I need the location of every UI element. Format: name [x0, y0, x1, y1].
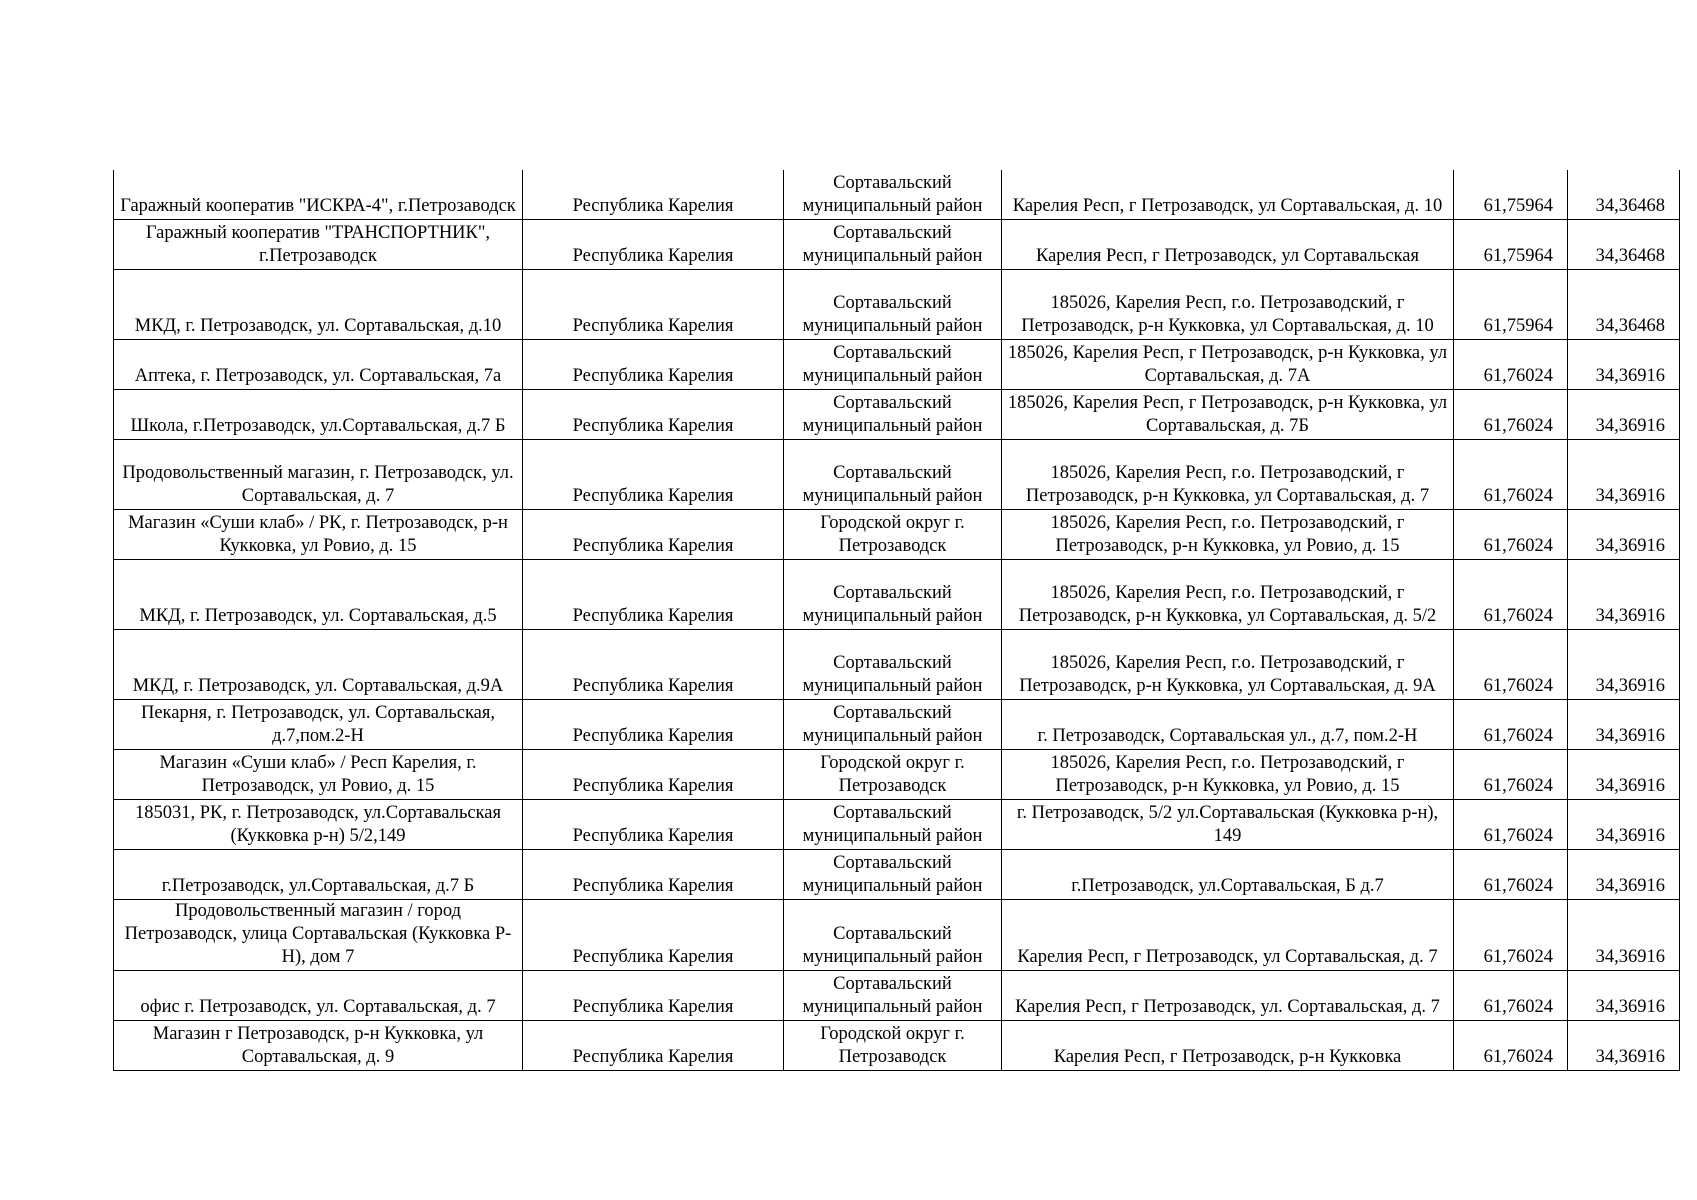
table-row [114, 220, 1680, 270]
table-row [114, 971, 1680, 1021]
region-cell: Республика Карелия [523, 340, 784, 390]
address-cell: Карелия Респ, г Петрозаводск, ул Сортавальская, д. 7 [1002, 900, 1454, 971]
region-cell: Республика Карелия [523, 850, 784, 900]
table-row [114, 630, 1680, 700]
district-cell: Сортавальский муниципальный район [784, 800, 1002, 850]
object-name-cell: МКД, г. Петрозаводск, ул. Сортавальская, д.10 [114, 270, 523, 340]
region-cell: Республика Карелия [523, 270, 784, 340]
longitude-cell: 34,36468 [1568, 170, 1680, 220]
table-row [114, 270, 1680, 340]
latitude-cell: 61,76024 [1454, 630, 1568, 700]
region-cell: Республика Карелия [523, 510, 784, 560]
object-name-cell: офис г. Петрозаводск, ул. Сортавальская, д. 7 [114, 971, 523, 1021]
region-cell: Республика Карелия [523, 700, 784, 750]
longitude-cell: 34,36916 [1568, 1021, 1680, 1071]
table-row [114, 900, 1680, 971]
address-cell: Карелия Респ, г Петрозаводск, ул Сортавальская, д. 10 [1002, 170, 1454, 220]
table-row [114, 850, 1680, 900]
region-cell: Республика Карелия [523, 170, 784, 220]
district-cell: Сортавальский муниципальный район [784, 700, 1002, 750]
district-cell: Сортавальский муниципальный район [784, 560, 1002, 630]
latitude-cell: 61,76024 [1454, 700, 1568, 750]
table-row [114, 390, 1680, 440]
district-cell: Сортавальский муниципальный район [784, 440, 1002, 510]
object-name-cell: МКД, г. Петрозаводск, ул. Сортавальская, д.5 [114, 560, 523, 630]
table-row [114, 800, 1680, 850]
address-cell: 185026, Карелия Респ, г.о. Петрозаводский, г Петрозаводск, р-н Кукковка, ул Сортавальская, д. 10 [1002, 270, 1454, 340]
address-cell: г. Петрозаводск, 5/2 ул.Сортавальская (Кукковка р-н), 149 [1002, 800, 1454, 850]
region-cell: Республика Карелия [523, 630, 784, 700]
district-cell: Сортавальский муниципальный район [784, 390, 1002, 440]
district-cell: Сортавальский муниципальный район [784, 170, 1002, 220]
object-name-cell: Аптека, г. Петрозаводск, ул. Сортавальская, 7а [114, 340, 523, 390]
longitude-cell: 34,36916 [1568, 800, 1680, 850]
object-name-cell: Магазин «Суши клаб» / Респ Карелия, г. Петрозаводск, ул Ровио, д. 15 [114, 750, 523, 800]
latitude-cell: 61,76024 [1454, 390, 1568, 440]
longitude-cell: 34,36916 [1568, 560, 1680, 630]
address-cell: 185026, Карелия Респ, г Петрозаводск, р-н Кукковка, ул Сортавальская, д. 7А [1002, 340, 1454, 390]
address-cell: Карелия Респ, г Петрозаводск, р-н Кукковка [1002, 1021, 1454, 1071]
table-row [114, 340, 1680, 390]
object-name-cell: Продовольственный магазин, г. Петрозаводск, ул. Сортавальская, д. 7 [114, 440, 523, 510]
district-cell: Сортавальский муниципальный район [784, 630, 1002, 700]
longitude-cell: 34,36468 [1568, 270, 1680, 340]
table-row [114, 750, 1680, 800]
district-cell: Сортавальский муниципальный район [784, 971, 1002, 1021]
longitude-cell: 34,36916 [1568, 900, 1680, 971]
latitude-cell: 61,75964 [1454, 270, 1568, 340]
latitude-cell: 61,76024 [1454, 510, 1568, 560]
region-cell: Республика Карелия [523, 800, 784, 850]
address-cell: 185026, Карелия Респ, г.о. Петрозаводский, г Петрозаводск, р-н Кукковка, ул Сортавальская, д. 5/2 [1002, 560, 1454, 630]
object-name-cell: Гаражный кооператив "ИСКРА-4", г.Петрозаводск [114, 170, 523, 220]
district-cell: Городской округ г. Петрозаводск [784, 510, 1002, 560]
district-cell: Сортавальский муниципальный район [784, 340, 1002, 390]
address-cell: г. Петрозаводск, Сортавальская ул., д.7, пом.2-Н [1002, 700, 1454, 750]
latitude-cell: 61,76024 [1454, 750, 1568, 800]
table-row [114, 170, 1680, 220]
object-name-cell: Пекарня, г. Петрозаводск, ул. Сортавальская, д.7,пом.2-Н [114, 700, 523, 750]
longitude-cell: 34,36916 [1568, 700, 1680, 750]
longitude-cell: 34,36916 [1568, 340, 1680, 390]
address-cell: 185026, Карелия Респ, г.о. Петрозаводский, г Петрозаводск, р-н Кукковка, ул Ровио, д. 15 [1002, 510, 1454, 560]
object-name-cell: г.Петрозаводск, ул.Сортавальская, д.7 Б [114, 850, 523, 900]
address-cell: Карелия Респ, г Петрозаводск, ул. Сортавальская, д. 7 [1002, 971, 1454, 1021]
longitude-cell: 34,36916 [1568, 971, 1680, 1021]
district-cell: Городской округ г. Петрозаводск [784, 750, 1002, 800]
region-cell: Республика Карелия [523, 750, 784, 800]
latitude-cell: 61,76024 [1454, 971, 1568, 1021]
region-cell: Республика Карелия [523, 220, 784, 270]
object-name-cell: МКД, г. Петрозаводск, ул. Сортавальская, д.9А [114, 630, 523, 700]
region-cell: Республика Карелия [523, 390, 784, 440]
district-cell: Сортавальский муниципальный район [784, 270, 1002, 340]
district-cell: Городской округ г. Петрозаводск [784, 1021, 1002, 1071]
latitude-cell: 61,75964 [1454, 170, 1568, 220]
region-cell: Республика Карелия [523, 900, 784, 971]
registry-table [113, 170, 1680, 1071]
object-name-cell: Гаражный кооператив "ТРАНСПОРТНИК", г.Петрозаводск [114, 220, 523, 270]
table-row [114, 1021, 1680, 1071]
longitude-cell: 34,36916 [1568, 750, 1680, 800]
address-cell: 185026, Карелия Респ, г Петрозаводск, р-н Кукковка, ул Сортавальская, д. 7Б [1002, 390, 1454, 440]
object-name-cell: Продовольственный магазин / город Петрозаводск, улица Сортавальская (Кукковка Р-Н), дом 7 [114, 900, 523, 971]
latitude-cell: 61,75964 [1454, 220, 1568, 270]
longitude-cell: 34,36916 [1568, 440, 1680, 510]
district-cell: Сортавальский муниципальный район [784, 900, 1002, 971]
table-row [114, 560, 1680, 630]
latitude-cell: 61,76024 [1454, 900, 1568, 971]
address-cell: Карелия Респ, г Петрозаводск, ул Сортавальская [1002, 220, 1454, 270]
latitude-cell: 61,76024 [1454, 1021, 1568, 1071]
address-cell: 185026, Карелия Респ, г.о. Петрозаводский, г Петрозаводск, р-н Кукковка, ул Ровио, д. 15 [1002, 750, 1454, 800]
region-cell: Республика Карелия [523, 971, 784, 1021]
region-cell: Республика Карелия [523, 440, 784, 510]
district-cell: Сортавальский муниципальный район [784, 220, 1002, 270]
object-name-cell: 185031, РК, г. Петрозаводск, ул.Сортавальская (Кукковка р-н) 5/2,149 [114, 800, 523, 850]
latitude-cell: 61,76024 [1454, 850, 1568, 900]
region-cell: Республика Карелия [523, 560, 784, 630]
object-name-cell: Магазин «Суши клаб» / РК, г. Петрозаводск, р-н Кукковка, ул Ровио, д. 15 [114, 510, 523, 560]
longitude-cell: 34,36916 [1568, 630, 1680, 700]
region-cell: Республика Карелия [523, 1021, 784, 1071]
address-cell: г.Петрозаводск, ул.Сортавальская, Б д.7 [1002, 850, 1454, 900]
longitude-cell: 34,36916 [1568, 850, 1680, 900]
latitude-cell: 61,76024 [1454, 560, 1568, 630]
table-row [114, 700, 1680, 750]
latitude-cell: 61,76024 [1454, 440, 1568, 510]
object-name-cell: Магазин г Петрозаводск, р-н Кукковка, ул Сортавальская, д. 9 [114, 1021, 523, 1071]
latitude-cell: 61,76024 [1454, 800, 1568, 850]
object-name-cell: Школа, г.Петрозаводск, ул.Сортавальская, д.7 Б [114, 390, 523, 440]
table-row [114, 440, 1680, 510]
table-row [114, 510, 1680, 560]
district-cell: Сортавальский муниципальный район [784, 850, 1002, 900]
longitude-cell: 34,36468 [1568, 220, 1680, 270]
latitude-cell: 61,76024 [1454, 340, 1568, 390]
longitude-cell: 34,36916 [1568, 390, 1680, 440]
address-cell: 185026, Карелия Респ, г.о. Петрозаводский, г Петрозаводск, р-н Кукковка, ул Сортавальская, д. 9А [1002, 630, 1454, 700]
longitude-cell: 34,36916 [1568, 510, 1680, 560]
address-cell: 185026, Карелия Респ, г.о. Петрозаводский, г Петрозаводск, р-н Кукковка, ул Сортавальская, д. 7 [1002, 440, 1454, 510]
registry-table-body [114, 170, 1680, 1071]
